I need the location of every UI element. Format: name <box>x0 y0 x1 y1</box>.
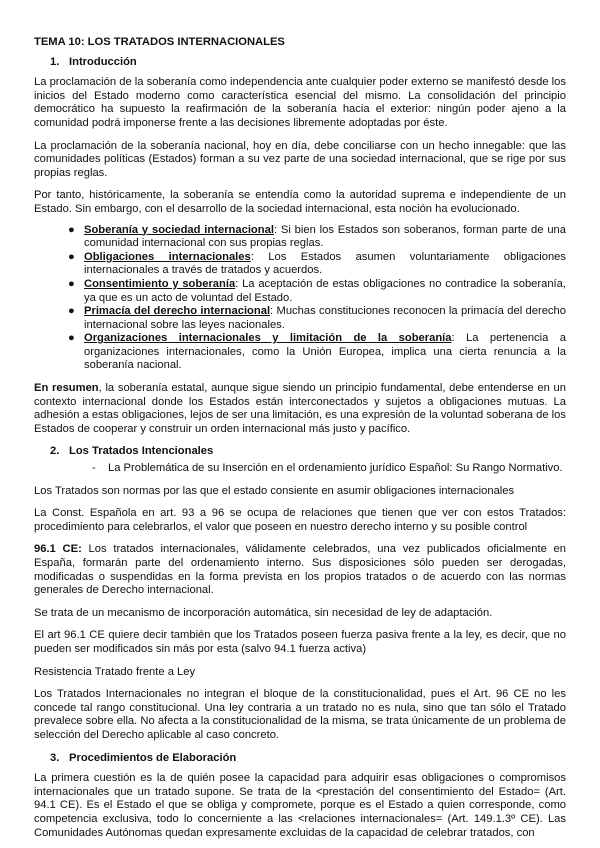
subheading-text: La Problemática de su Inserción en el ordenamiento jurídico Español: Su Rango Normativo. <box>108 462 563 475</box>
bullet-icon: ● <box>68 223 75 236</box>
bullet-list <box>34 224 566 374</box>
section-number: 3. <box>50 751 60 764</box>
list-item-term: Obligaciones internacionales <box>84 250 251 263</box>
list-item-text: : Los Estados asumen voluntariamente obligaciones internacionales a través de tratados y acuerdos. <box>84 250 566 277</box>
paragraph-article <box>34 543 566 597</box>
subheading <box>92 462 566 476</box>
dash-marker: - <box>92 462 96 475</box>
section-number: 1. <box>50 55 60 68</box>
section-heading-tratados <box>34 445 566 459</box>
bullet-icon: ● <box>68 277 75 290</box>
paragraph: La Const. Española en art. 93 a 96 se ocupa de relaciones que tienen que ver con estos Tratados: procedimiento para celebrarlos, el valor que poseen en nuestro derecho interno y su posible control <box>34 507 566 533</box>
article-text: Los tratados internacionales, válidamente celebrados, una vez publicados oficialmente en España, formarán parte del ordenamiento interno. Sus disposiciones sólo pueden ser derogadas, modificadas o suspendidas en la forma prevista en los propios tratados o de acuerdo con las normas generales de Derecho internacional. <box>34 543 566 597</box>
list-item <box>68 223 566 251</box>
bullet-icon: ● <box>68 332 75 345</box>
paragraph: Resistencia Tratado frente a Ley <box>34 665 196 678</box>
list-item-term: Primacía del derecho internacional <box>84 305 271 318</box>
section-title: Procedimientos de Elaboración <box>69 751 237 764</box>
paragraph-summary <box>34 382 566 436</box>
document-title: TEMA 10: LOS TRATADOS INTERNACIONALES <box>34 36 285 48</box>
list-item-text: : Muchas constituciones reconocen la primacía del derecho internacional sobre las leyes nacionales. <box>84 305 566 331</box>
bullet-icon: ● <box>68 305 75 318</box>
paragraph: Los Tratados Internacionales no integran el bloque de la constitucionalidad, pues el Art. 96 CE no les concede tal rango constitucional. Una ley contraria a un tratado no es nula, sino que tan sólo el Tratado prevalece sobre ella. No afecta a la constitucionalidad de la misma, se trata únicamente de un problema de selección del Derecho aplicable al caso concreto. <box>34 688 566 741</box>
list-item <box>68 305 566 332</box>
list-item-term: Soberanía y sociedad internacional <box>84 223 274 236</box>
section-number: 2. <box>50 445 60 458</box>
paragraph: La primera cuestión es la de quién posee la capacidad para adquirir esas obligaciones o compromisos internacionales que un tratado supone. Se trata de la <prestación del consentimiento del Estado= (Art. 94.1 CE). Es el Estado el que se obliga y compromete, porque es el Estado a quien corresponde, como competencia exclusiva, todo lo concerniente a las <relaciones internacionales= (Art. 149.1.3º CE). Las Comunidades Autónomas quedan expresamente excluidas de la capacidad de celebrar tratados, con <box>34 772 566 839</box>
list-item-text: : La aceptación de estas obligaciones no contradice la soberanía, ya que es un acto de voluntad del Estado. <box>84 277 566 304</box>
paragraph: La proclamación de la soberanía nacional, hoy en día, debe conciliarse con un hecho innegable: que las comunidades políticas (Estados) forman a su vez parte de una sociedad internacional, que se rige por sus propias reglas. <box>34 139 566 179</box>
summary-lead: En resumen <box>34 382 99 395</box>
list-item-text: : Si bien los Estados son soberanos, forman parte de una comunidad internacional con sus propias reglas. <box>84 223 566 250</box>
section-title: Los Tratados Intencionales <box>69 445 214 458</box>
paragraph: El art 96.1 CE quiere decir también que los Tratados poseen fuerza pasiva frente a la ley, es decir, que no pueden ser modificados sin más por esta (salvo 94.1 fuerza activa) <box>34 629 566 655</box>
list-item-term: Consentimiento y soberanía <box>84 277 236 290</box>
bullet-icon: ● <box>68 250 75 263</box>
paragraph: Por tanto, históricamente, la soberanía se entendía como la autoridad suprema e independiente de un Estado. Sin embargo, con el desarrollo de la sociedad internacional, esta noción ha evolucionado. <box>34 189 566 215</box>
list-item-text: : La pertenencia a organizaciones internacionales, como la Unión Europea, implica una cierta renuncia a la soberanía nacional. <box>84 332 566 372</box>
section-heading-procedimientos <box>34 752 566 766</box>
list-item-term: Organizaciones internacionales y limitación de la soberanía <box>84 332 452 345</box>
article-lead: 96.1 CE: <box>34 543 82 556</box>
list-item <box>68 250 566 278</box>
paragraph: La proclamación de la soberanía como independencia ante cualquier poder externo se manifestó desde los inicios del Estado moderno como característica esencial del mismo. La consolidación del principio democrático ha supuesto la reafirmación de la soberanía hacia el exterior: ningún poder ajeno a la comunidad podrá imponerse frente a las decisiones libremente adoptadas por éste. <box>34 76 566 129</box>
summary-text: , la soberanía estatal, aunque sigue siendo un principio fundamental, debe entenderse en un contexto internacional donde los Estados están interconectados y sujetos a obligaciones mutuas. La adhesión a estas obligaciones, lejos de ser una limitación, es una expresión de la voluntad soberana de los Estados de cooperar y construir un orden internacional más justo y pacífico. <box>34 382 566 435</box>
paragraph: Los Tratados son normas por las que el estado consiente en asumir obligaciones internacionales <box>34 484 515 497</box>
list-item <box>68 332 566 373</box>
list-item <box>68 277 566 305</box>
section-title: Introducción <box>69 55 137 68</box>
section-heading-introduccion <box>34 56 566 70</box>
paragraph: Se trata de un mecanismo de incorporación automática, sin necesidad de ley de adaptación. <box>34 606 493 619</box>
